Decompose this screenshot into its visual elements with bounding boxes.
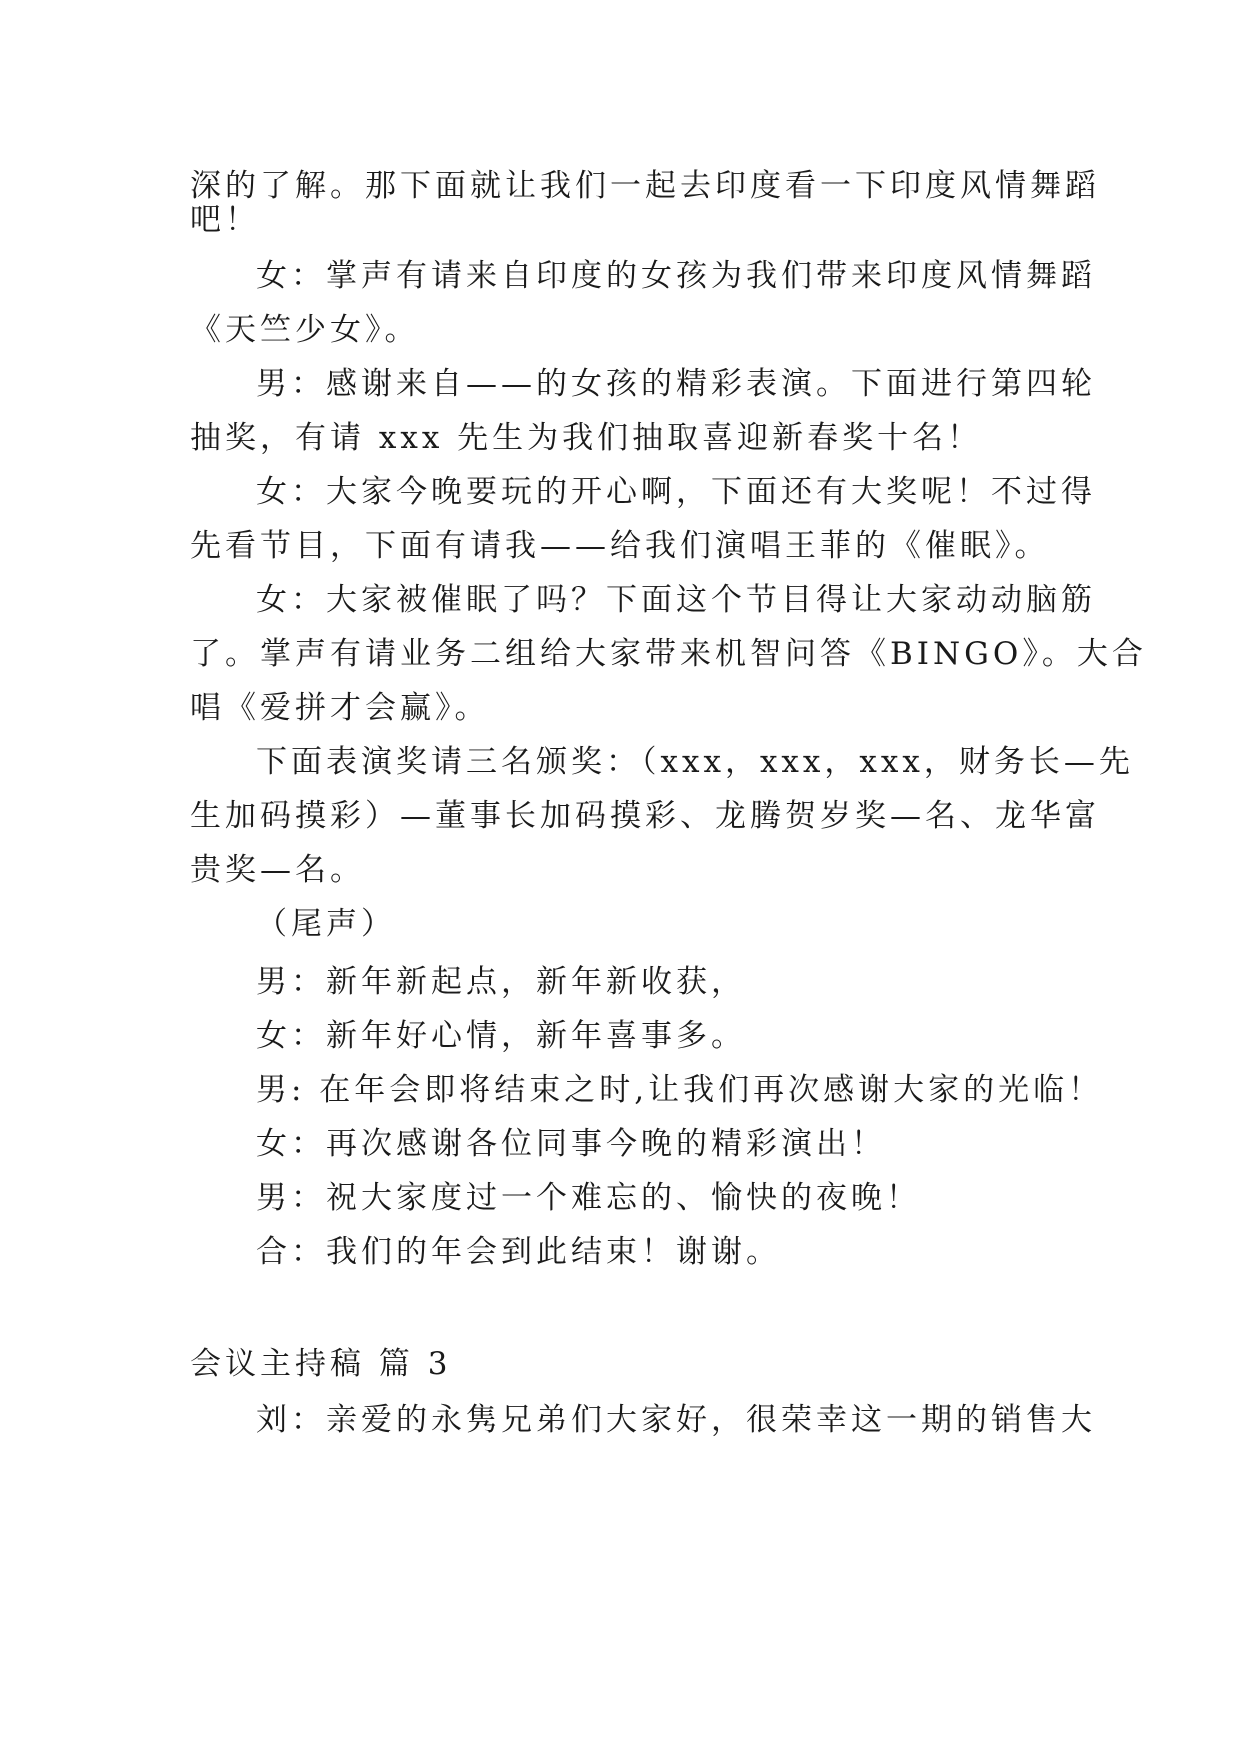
text-line: 唱《爱拼才会赢》。 — [190, 690, 490, 726]
text-line: 了。掌声有请业务二组给大家带来机智问答《BINGO》。大合 — [190, 636, 1147, 672]
text-line: 男：感谢来自——的女孩的精彩表演。下面进行第四轮 — [256, 366, 1096, 402]
text-line: 女：大家今晚要玩的开心啊，下面还有大奖呢！不过得 — [256, 474, 1096, 510]
text-line: 吧！ — [190, 202, 260, 238]
text-line: 男: 在年会即将结束之时,让我们再次感谢大家的光临！ — [256, 1072, 1104, 1108]
text-line: 先看节目，下面有请我——给我们演唱王菲的《催眠》。 — [190, 528, 1050, 564]
text-line: （尾声） — [256, 906, 396, 942]
text-line: 深的了解。那下面就让我们一起去印度看一下印度风情舞蹈 — [190, 168, 1100, 204]
text-line: 男：祝大家度过一个难忘的、愉快的夜晚！ — [256, 1180, 921, 1216]
text-line: 女：大家被催眠了吗？下面这个节目得让大家动动脑筋 — [256, 582, 1096, 618]
text-line: 下面表演奖请三名颁奖：（xxx，xxx，xxx，财务长—先 — [256, 744, 1134, 780]
text-line: 生加码摸彩）—董事长加码摸彩、龙腾贺岁奖—名、龙华富 — [190, 798, 1100, 834]
text-line: 刘：亲爱的永隽兄弟们大家好，很荣幸这一期的销售大 — [256, 1402, 1096, 1438]
text-line: 女：新年好心情，新年喜事多。 — [256, 1018, 746, 1054]
text-line: 《天竺少女》。 — [190, 312, 420, 348]
text-line: 女：再次感谢各位同事今晚的精彩演出！ — [256, 1126, 886, 1162]
text-line: 女：掌声有请来自印度的女孩为我们带来印度风情舞蹈 — [256, 258, 1096, 294]
text-line: 男：新年新起点，新年新收获， — [256, 964, 746, 1000]
section-heading: 会议主持稿 篇 3 — [190, 1346, 452, 1382]
text-line: 合：我们的年会到此结束！谢谢。 — [256, 1234, 781, 1270]
text-line: 贵奖—名。 — [190, 852, 365, 888]
text-line: 抽奖，有请 xxx 先生为我们抽取喜迎新春奖十名！ — [190, 420, 983, 456]
